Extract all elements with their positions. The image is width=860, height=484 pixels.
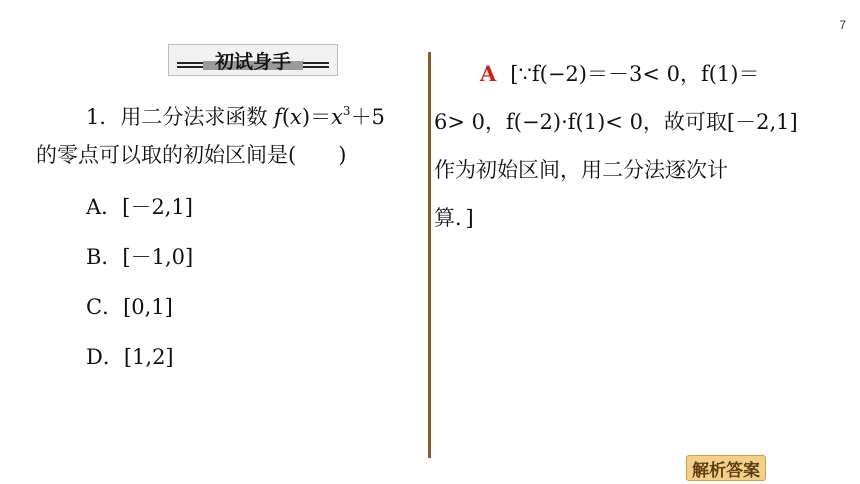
function-name: f [274, 105, 282, 129]
question-line-1 [36, 92, 421, 136]
question-line-2: 的零点可以取的初始区间是( ) [36, 143, 347, 167]
option-d[interactable]: D．[1,2] [86, 345, 174, 369]
power-base: x [331, 105, 343, 129]
paren-open: ( [281, 105, 291, 129]
option-a[interactable]: A．[－2,1] [86, 195, 193, 219]
answer-line-2: 6> 0，f(−2)·f(1)< 0，故可取[－2,1] [434, 110, 798, 134]
question-prefix: 1．用二分法求函数 [86, 105, 275, 129]
variable-x: x [290, 105, 302, 129]
answer-letter: A [480, 61, 497, 86]
question-column [36, 92, 421, 382]
option-list [36, 182, 421, 382]
answer-line-4: 算．] [434, 206, 474, 230]
analysis-answer-button[interactable]: 解析答案 [686, 455, 766, 481]
option-c[interactable]: C．[0,1] [86, 295, 173, 319]
section-title: 初试身手 [214, 50, 291, 73]
badge-right-bar [303, 62, 329, 68]
exponent: 3 [342, 104, 351, 118]
question-mid: )＝ [301, 105, 332, 129]
answer-column [434, 50, 844, 242]
answer-line-3: 作为初始区间，用二分法逐次计 [434, 158, 728, 182]
answer-line-1 [434, 50, 844, 98]
answer-text-1: [∵f(−2)＝－3< 0，f(1)＝ [510, 62, 760, 86]
option-b[interactable]: B．[－1,0] [86, 245, 194, 269]
page-number: 7 [839, 18, 846, 32]
badge-left-bar [177, 62, 203, 68]
column-divider [428, 52, 431, 458]
question-suffix: ＋5 [350, 105, 385, 129]
section-badge [168, 44, 338, 76]
